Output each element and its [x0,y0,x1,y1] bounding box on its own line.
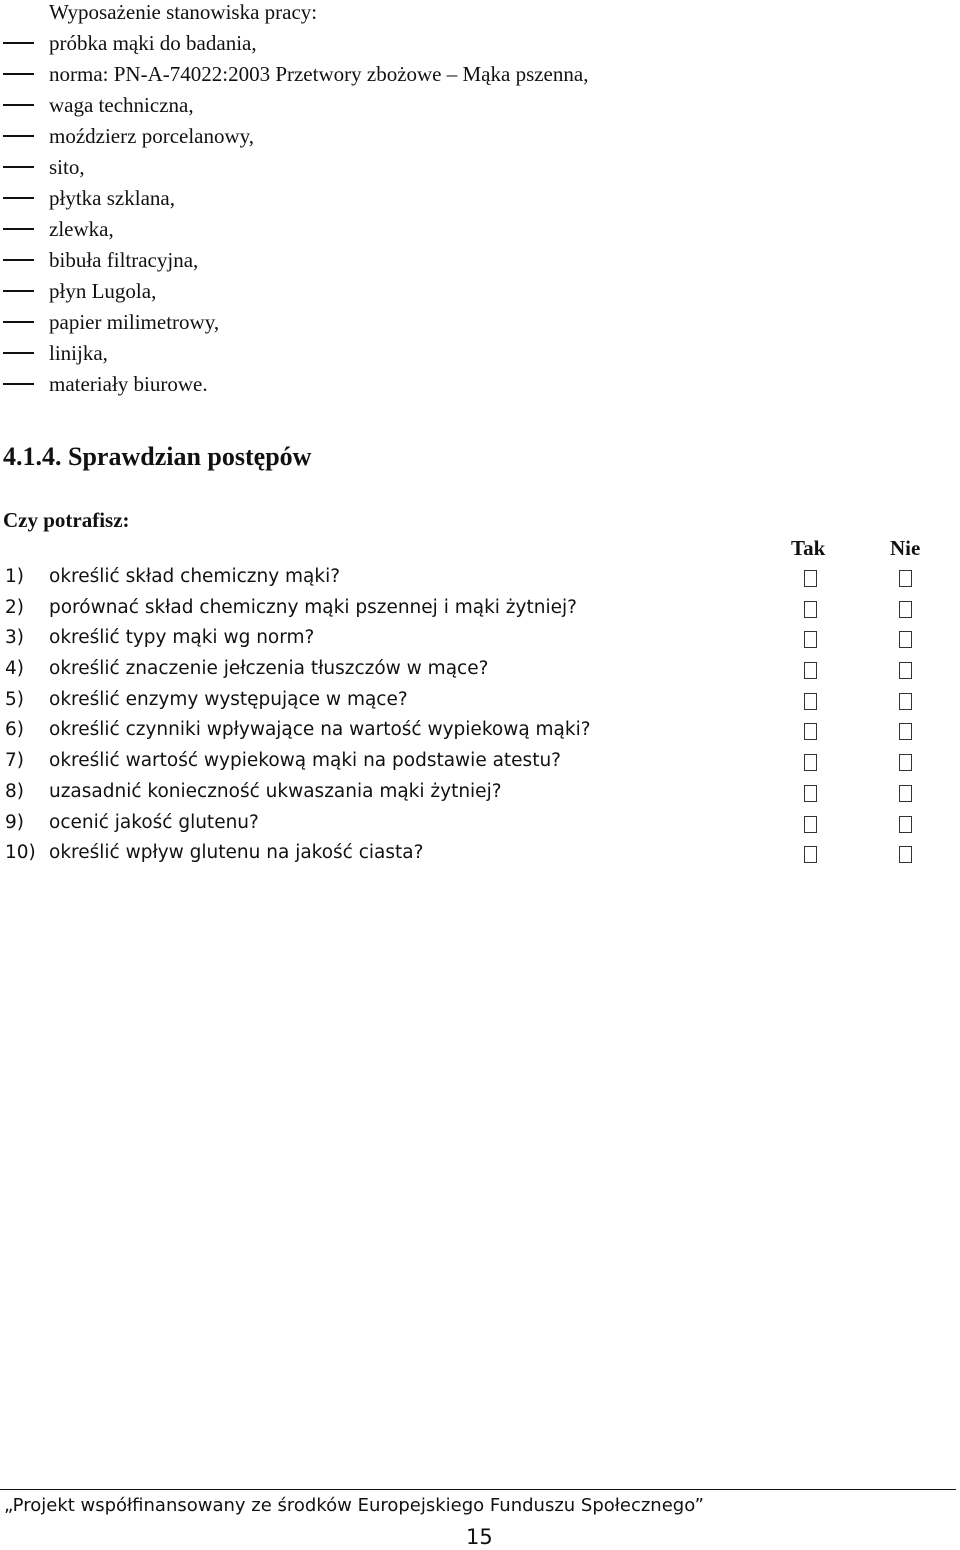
question-row [0,779,960,810]
equipment-item-text: waga techniczna, [49,93,194,117]
dash-bullet-icon [3,321,34,323]
no-checkbox[interactable] [899,846,912,863]
no-checkbox[interactable] [899,754,912,771]
yes-checkbox[interactable] [804,785,817,802]
no-checkbox[interactable] [899,816,912,833]
no-checkbox[interactable] [899,631,912,648]
question-row [0,656,960,687]
equipment-item-text: sito, [49,155,85,179]
no-checkbox[interactable] [899,785,912,802]
question-text: ocenić jakość glutenu? [49,811,259,833]
dash-bullet-icon [3,259,34,261]
dash-bullet-icon [3,42,34,44]
question-row [0,564,960,595]
dash-bullet-icon [3,352,34,354]
question-number: 1) [5,566,24,587]
equipment-item-text: próbka mąki do badania, [49,31,257,55]
question-number: 2) [5,596,24,618]
dash-bullet-icon [3,166,34,168]
question-number: 5) [5,688,24,710]
column-header-yes: Tak [791,536,826,560]
question-text: określić wartość wypiekową mąki na podstawie atestu? [49,750,561,772]
no-checkbox[interactable] [899,570,912,587]
dash-bullet-icon [3,135,34,137]
question-row [0,810,960,841]
question-row [0,840,960,871]
question-text: określić enzymy występujące w mące? [49,688,408,710]
yes-checkbox[interactable] [804,570,817,587]
dash-bullet-icon [3,104,34,106]
question-number: 10) [5,842,36,864]
no-checkbox[interactable] [899,662,912,679]
questions-intro: Czy potrafisz: [3,508,130,532]
equipment-item-text: papier milimetrowy, [49,310,220,334]
question-row [0,595,960,626]
column-header-no: Nie [890,536,921,560]
equipment-item-text: bibuła filtracyjna, [49,248,199,272]
question-row [0,717,960,748]
no-checkbox[interactable] [899,601,912,618]
no-checkbox[interactable] [899,723,912,740]
section-heading: 4.1.4. Sprawdzian postępów [3,442,312,471]
question-number: 3) [5,627,24,649]
question-row [0,625,960,656]
dash-bullet-icon [3,73,34,75]
yes-checkbox[interactable] [804,662,817,679]
page-number: 15 [466,1525,493,1549]
yes-checkbox[interactable] [804,846,817,863]
footer-text: „Projekt współfinansowany ze środków Europejskiego Funduszu Społecznego” [4,1495,704,1516]
question-number: 9) [5,811,24,833]
question-text: uzasadnić konieczność ukwaszania mąki żytniej? [49,780,502,802]
equipment-item-text: zlewka, [49,217,114,241]
yes-checkbox[interactable] [804,693,817,710]
dash-bullet-icon [3,228,34,230]
question-text: porównać skład chemiczny mąki pszennej i mąki żytniej? [49,596,577,618]
equipment-item-text: płytka szklana, [49,186,175,210]
no-checkbox[interactable] [899,693,912,710]
yes-checkbox[interactable] [804,816,817,833]
question-text: określić skład chemiczny mąki? [49,566,341,587]
question-row [0,748,960,779]
yes-checkbox[interactable] [804,601,817,618]
footer-divider [0,1489,956,1490]
question-text: określić czynniki wpływające na wartość wypiekową mąki? [49,719,591,741]
dash-bullet-icon [3,197,34,199]
question-text: określić wpływ glutenu na jakość ciasta? [49,842,424,864]
question-number: 7) [5,750,24,772]
equipment-item-text: norma: PN-A-74022:2003 Przetwory zbożowe – Mąka pszenna, [49,62,589,86]
question-list [0,564,960,871]
question-number: 4) [5,658,24,680]
question-text: określić typy mąki wg norm? [49,627,315,649]
dash-bullet-icon [3,290,34,292]
yes-checkbox[interactable] [804,631,817,648]
yes-checkbox[interactable] [804,723,817,740]
equipment-item-text: linijka, [49,341,108,365]
equipment-item-text: materiały biurowe. [49,372,208,396]
question-number: 8) [5,780,24,802]
equipment-item-text: płyn Lugola, [49,279,157,303]
equipment-heading: Wyposażenie stanowiska pracy: [49,0,318,24]
question-number: 6) [5,719,24,741]
question-text: określić znaczenie jełczenia tłuszczów w mące? [49,658,489,680]
question-row [0,687,960,718]
dash-bullet-icon [3,383,34,385]
equipment-item-text: moździerz porcelanowy, [49,124,255,148]
yes-checkbox[interactable] [804,754,817,771]
